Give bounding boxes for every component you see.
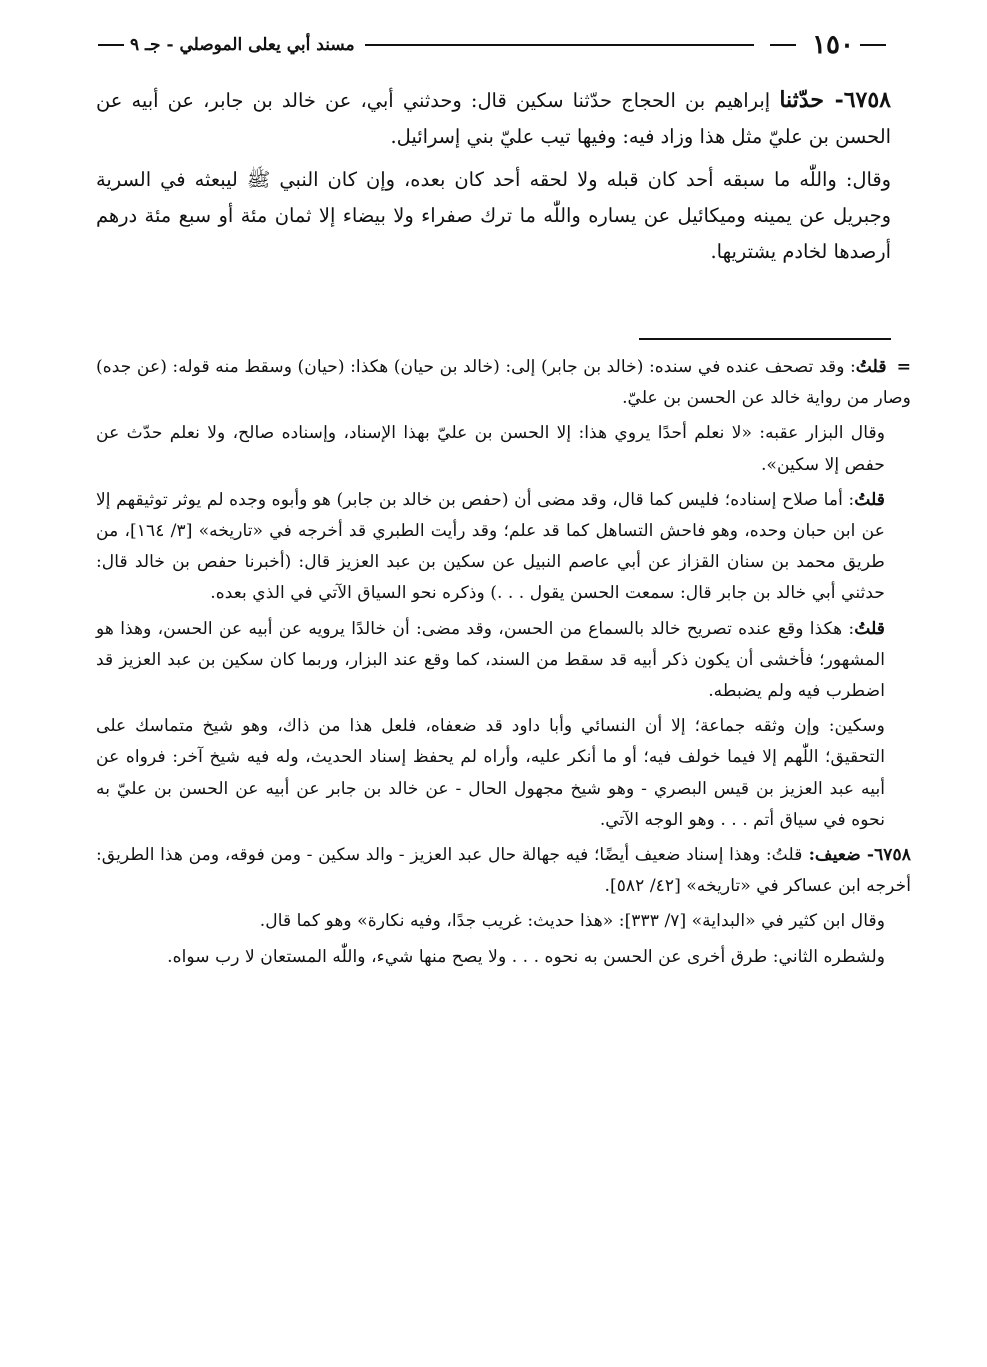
note-paragraph: وقال ابن كثير في «البداية» [٧/ ٣٣٣]: «هذا حديث: غريب جدًا، وفيه نكارة» وهو كما قال. — [259, 911, 885, 932]
header-dash — [98, 44, 124, 46]
qultu-keyword: قلتُ — [855, 357, 887, 377]
running-header — [92, 28, 892, 62]
note-paragraph: ولشطره الثاني: طرق أخرى عن الحسن به نحوه . . . ولا يصح منها شيء، واللّٰه المستعان لا رب سواه. — [167, 946, 885, 967]
page-number: ١٥٠ — [812, 30, 854, 60]
hadith-number: ٦٧٥٨ — [843, 87, 891, 113]
header-rule — [365, 44, 754, 46]
hadith-text — [96, 82, 891, 277]
footnote-separator — [639, 338, 891, 340]
note-paragraph: وسكين: وإن وثقه جماعة؛ إلا أن النسائي وأبا داود قد ضعفاه، فلعل هذا من ذاك، وهو شيخ متماسك على التحقيق؛ اللّٰهم إلا فيما خولف فيه؛ أو ما أنكر عليه، وأراه لم يحفظ إسناد الحديث، وله فيه شيخ آخر: فرواه عن أبيه عبد العزيز بن قيس البصري - وهو شيخ مجهول الحال - عن خالد بن جابر عن أبيه عن الحسن بن عليّ به نحوه في سياق أتم . . . وهو الوجه الآتي. — [96, 716, 886, 830]
header-dash — [770, 44, 796, 46]
note-paragraph: قلتُ: هكذا وقع عنده تصريح خالد بالسماع من الحسن، وقد مضى: أن خالدًا يرويه عن أبيه عن الحسن، وهذا هو المشهور؛ فأخشى أن يكون ذكر أبيه قد سقط من السند، كما وقع عند البزار، وربما كان سكين بن عبد العزيز قد اضطرب فيه ولم يضبطه. — [96, 618, 885, 702]
qultu-keyword: قلتُ — [854, 618, 885, 639]
note-paragraph: قلتُ: أما صلاح إسناده؛ فليس كما قال، وقد مضى أن (حفص بن خالد بن جابر) هو وأبوه وجده لم يوثر توثيقهم إلا عن ابن حبان وحده، وهو فاحش التساهل كما قد علم؛ وقد رأيت الطبري قد أخرجه في «تاريخه» [٣/ ١٦٤]، من طريق محمد بن سنان القزاز عن أبي عاصم النبيل عن سكين بن عبد العزيز قال: (أخبرنا حفص بن خالد قال: حدثني أبي خالد بن جابر قال: سمعت الحسن يقول . . .) وذكره نحو السياق الآتي في الذي بعده. — [96, 489, 885, 604]
qultu-keyword: قلتُ — [854, 489, 885, 510]
note-grading: ٦٧٥٨- ضعيف: قلتُ: وهذا إسناد ضعيف أيضًا؛ فيه جهالة حال عبد العزيز - والد سكين - ومن فوقه، ومن هذا الطريق: أخرجه ابن عساكر في «تاريخه» [٤٢/ ٥٨٢]. — [96, 845, 911, 897]
book-title: مسند أبي يعلى الموصلي - جـ ٩ — [130, 35, 355, 55]
note-paragraph: وقال البزار عقبه: «لا نعلم أحدًا يروي هذا: إلا الحسن بن عليّ بهذا الإسناد، وإسناده صالح، ولا نعلم حدّث عن حفص إلا سكين». — [96, 423, 885, 475]
isnad-text: إبراهيم بن الحجاج حدّثنا سكين قال: وحدثني أبي، عن خالد بن جابر، عن أبيه عن الحسن بن عليّ مثل هذا وزاد فيه: وفيها تيب عليّ بني إسرائيل. — [96, 89, 891, 148]
continuation-mark: = — [896, 357, 911, 377]
note-number: ٦٧٥٨ — [874, 845, 911, 866]
hadith-isnad: ٦٧٥٨- حدّثنا إبراهيم بن الحجاج حدّثنا سكين قال: وحدثني أبي، عن خالد بن جابر، عن أبيه عن الحسن بن عليّ مثل هذا وزاد فيه: وفيها تيب عليّ بني إسرائيل. — [96, 87, 891, 148]
hadith-matn: وقال: واللّٰه ما سبقه أحد كان قبله ولا لحقه أحد كان بعده، وإن كان النبي ﷺ ليبعثه في السرية وجبريل عن يمينه وميكائيل عن يساره واللّٰه ما ترك صفراء ولا بيضاء إلا ثمان مئة أو سبع مئة درهم أرصدها لخادم يشتريها. — [96, 168, 891, 263]
footnotes — [96, 352, 911, 977]
isnad-lead: حدّثنا — [779, 87, 824, 113]
header-dash — [860, 44, 886, 46]
note-paragraph: =قلتُ: وقد تصحف عنده في سنده: (خالد بن جابر) إلى: (خالد بن حيان) هكذا: (حيان) وسقط منه قوله: (عن جده) وصار من رواية خالد عن الحسن بن عليّ. — [96, 357, 911, 409]
daif-keyword: ضعيف — [814, 845, 861, 866]
